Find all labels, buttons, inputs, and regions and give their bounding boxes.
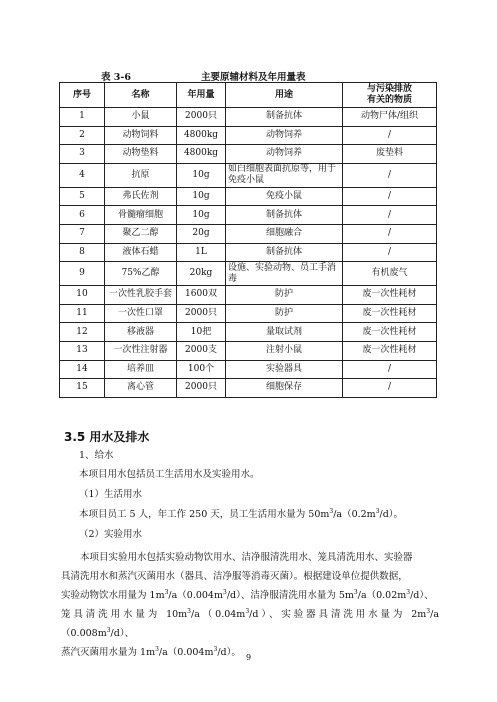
- table-cell: 废一次性耗材: [343, 323, 437, 342]
- table-cell: 液体石蜡: [105, 243, 177, 262]
- table-cell: 量取试剂: [226, 323, 343, 342]
- table-cell: 防护: [226, 286, 343, 305]
- table-cell: 3: [60, 145, 105, 164]
- table-cell: /: [343, 224, 437, 243]
- table-cell: 细胞融合: [226, 224, 343, 243]
- table-cell: 20kg: [177, 262, 226, 286]
- table-cell: 废垫料: [343, 145, 437, 164]
- table-header-row: [60, 83, 437, 108]
- table-cell: 1L: [177, 243, 226, 262]
- table-cell: 实验器具: [226, 360, 343, 379]
- table-cell: /: [343, 163, 437, 187]
- table-cell: 有机废气: [343, 262, 437, 286]
- table-cell: 培养皿: [105, 360, 177, 379]
- table-cell: 动物饲料: [105, 126, 177, 145]
- table-cell: 75%乙醇: [105, 262, 177, 286]
- table-row: [60, 360, 437, 379]
- paragraph-water-supply: 1、给水: [79, 450, 114, 461]
- table-cell: 一次性口罩: [105, 304, 177, 323]
- table-cell: 6: [60, 206, 105, 225]
- table-cell: 9: [60, 262, 105, 286]
- header-cell: 名称: [105, 83, 177, 108]
- table-caption: [0, 69, 497, 83]
- table-cell: 10g: [177, 206, 226, 225]
- table-cell: /: [343, 187, 437, 206]
- table-row: [60, 206, 437, 225]
- table-cell: /: [343, 360, 437, 379]
- table-cell: 10: [60, 286, 105, 305]
- page-number: 9: [245, 653, 252, 662]
- table-cell: 2000只: [177, 304, 226, 323]
- table-cell: 12: [60, 323, 105, 342]
- table-row: [60, 126, 437, 145]
- table-cell: 如白细胞表面抗原等，用于免疫小鼠: [226, 163, 343, 187]
- table-cell: 20g: [177, 224, 226, 243]
- table-cell: 动物尸体/组织: [343, 108, 437, 127]
- table-cell: 设施、实验动物、员工手消毒: [226, 262, 343, 286]
- table-row: [60, 341, 437, 360]
- table-row: [60, 224, 437, 243]
- paragraph-water-intro: 本项目用水包括员工生活用水及实验用水。: [79, 469, 260, 480]
- table-cell: 废一次性耗材: [343, 341, 437, 360]
- table-cell: 免疫小鼠: [226, 187, 343, 206]
- table-cell: 8: [60, 243, 105, 262]
- header-cell: 与污染排放 有关的物质: [343, 83, 437, 108]
- table-row: [60, 243, 437, 262]
- table-cell: /: [343, 126, 437, 145]
- table-cell: 骨髓瘤细胞: [105, 206, 177, 225]
- table-cell: 10g: [177, 187, 226, 206]
- table-cell: 11: [60, 304, 105, 323]
- header-cell: 序号: [60, 83, 105, 108]
- table-cell: 防护: [226, 304, 343, 323]
- table-cell: /: [343, 243, 437, 262]
- table-cell: 2000只: [177, 379, 226, 398]
- table-row: [60, 323, 437, 342]
- table-cell: 2000只: [177, 108, 226, 127]
- table-row: [60, 286, 437, 305]
- table-cell: 动物饲养: [226, 126, 343, 145]
- table-cell: 5: [60, 187, 105, 206]
- table-cell: 10g: [177, 163, 226, 187]
- paragraph-domestic-water: 本项目员工 5 人，年工作 250 天，员工生活用水量为 $50m^3/a(0.2m^3/d)$。: [79, 507, 404, 520]
- paragraph-domestic-heading: （1）生活用水: [79, 489, 143, 500]
- table-cell: 注射小鼠: [226, 341, 343, 360]
- table-number: 表 3-6: [101, 72, 131, 83]
- table-cell: 小鼠: [105, 108, 177, 127]
- table-cell: 14: [60, 360, 105, 379]
- table-cell: 一次性乳胶手套: [105, 286, 177, 305]
- table-cell: 1: [60, 108, 105, 127]
- header-cell: 用途: [226, 83, 343, 108]
- table-row: [60, 304, 437, 323]
- table-cell: 7: [60, 224, 105, 243]
- table-cell: 废一次性耗材: [343, 304, 437, 323]
- table-row: [60, 187, 437, 206]
- section-heading: 3.5 用水及排水: [64, 430, 150, 444]
- table-row: [60, 379, 437, 398]
- table-row: [60, 145, 437, 164]
- header-cell: 年用量: [177, 83, 226, 108]
- table-cell: /: [343, 379, 437, 398]
- table-cell: 10把: [177, 323, 226, 342]
- paragraph-lab-heading: （2）实验用水: [79, 529, 143, 540]
- table-cell: 制备抗体: [226, 206, 343, 225]
- paragraph-lab-water: 本项目实验用水包括实验动物饮用水、洁净服清洗用水、笼具清洗用水、实验器 具清洗用水和蒸汽灭菌用水（器具、洁净服等消毒灭菌）。根据建设单位提供数据， 实验动物饮水用量为 $1m^3/a(0.004m^3/d)$、洁净服清洗用水量为 $5m^3/a(0.02m^3/d)$、 笼具清洗用水量为 $10m^3/a(0.04m^3/d)$、实验器具清洗用水量为 $2m^3/a(0.008m^3/d)$、 蒸汽灭菌用水量为 $1m^3/a(0.004m^3/d)$。: [61, 552, 439, 658]
- table-cell: 动物饲养: [226, 145, 343, 164]
- table-row: [60, 163, 437, 187]
- table-row: [60, 262, 437, 286]
- table-cell: 制备抗体: [226, 243, 343, 262]
- table-cell: 13: [60, 341, 105, 360]
- table-cell: 2: [60, 126, 105, 145]
- table-title: 主要原辅材料及年用量表: [201, 72, 306, 83]
- table-cell: 制备抗体: [226, 108, 343, 127]
- table-cell: 聚乙二醇: [105, 224, 177, 243]
- table-cell: 离心管: [105, 379, 177, 398]
- table-cell: 细胞保存: [226, 379, 343, 398]
- table-cell: 100个: [177, 360, 226, 379]
- table-cell: 移液器: [105, 323, 177, 342]
- table-cell: 1600双: [177, 286, 226, 305]
- table-cell: 15: [60, 379, 105, 398]
- table-cell: 废一次性耗材: [343, 286, 437, 305]
- table-cell: 4: [60, 163, 105, 187]
- table-cell: /: [343, 206, 437, 225]
- table-cell: 抗原: [105, 163, 177, 187]
- table-cell: 2000支: [177, 341, 226, 360]
- materials-table: [59, 82, 437, 398]
- table-cell: 4800kg: [177, 126, 226, 145]
- table-cell: 一次性注射器: [105, 341, 177, 360]
- table-cell: 动物垫料: [105, 145, 177, 164]
- table-cell: 4800kg: [177, 145, 226, 164]
- table-row: [60, 108, 437, 127]
- table-cell: 弗氏佐剂: [105, 187, 177, 206]
